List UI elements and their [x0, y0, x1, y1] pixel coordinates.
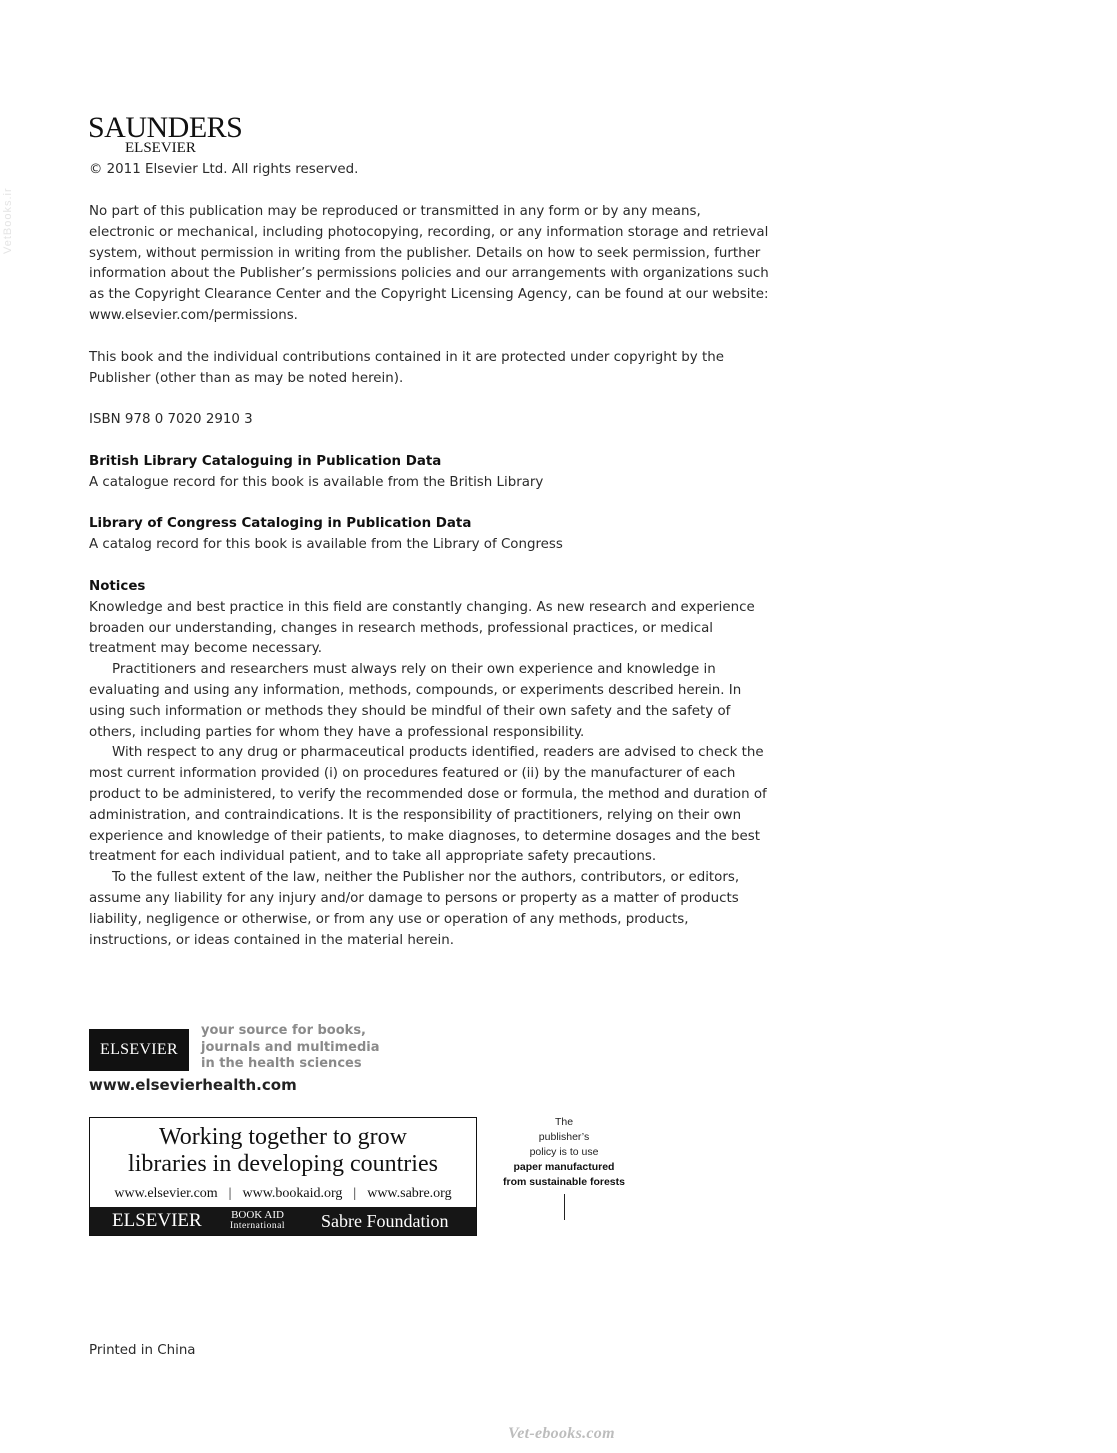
british-library-section — [89, 452, 769, 494]
elsevier-health-website: www.elsevierhealth.com — [89, 1076, 297, 1094]
loc-section — [89, 514, 769, 556]
bar-elsevier-logo: ELSEVIER — [112, 1210, 202, 1231]
bar-sabre-logo: Sabre Foundation — [321, 1210, 449, 1231]
notices-paragraph-4: To the fullest extent of the law, neither the Publisher nor the authors, contributors, or editors, assume any liability for any injury and/or damage to persons or property as a matter of products liability, negligence or otherwise, or from any use or operation of any methods, products, instructions, or ideas contained in the material herein. — [89, 870, 740, 948]
printed-in: Printed in China — [89, 1343, 196, 1358]
loc-text: A catalog record for this book is available from the Library of Congress — [89, 536, 563, 552]
forest-line-3: policy is to use — [529, 1146, 599, 1158]
notices-heading: Notices — [89, 579, 146, 594]
notices-paragraph-2: Practitioners and researchers must always rely on their own experience and knowledge in evaluating and using any information, methods, compounds, or experiments described herein. In using such information or methods they should be mindful of their own safety and the safety of others, including parties for whom they have a professional responsibility. — [89, 662, 742, 740]
forest-line-1: The — [554, 1116, 574, 1128]
bookaid-links: www.elsevier.com | www.bookaid.org | www.sabre.org — [114, 1186, 452, 1201]
british-library-text: A catalogue record for this book is available from the British Library — [89, 474, 544, 490]
permissions-paragraph: No part of this publication may be reproduced or transmitted in any form or by any means, electronic or mechanical, including photocopying, recording, or any information storage and retrieval system, without permission in writing from the publisher. Details on how to seek permission, further information about the Publisher’s permissions policies and our arrangements with organizations such as the Copyright Clearance Center and the Copyright Licensing Agency, can be found at our website: www.elsevier.com/permissions. — [89, 204, 769, 323]
notices-paragraph-3: With respect to any drug or pharmaceutical products identified, readers are advised to check the most current information provided (i) on procedures featured or (ii) by the manufacturer of each product to be administered, to verify the recommended dose or formula, the method and duration of administration, and contraindications. It is the responsibility of practitioners, relying on their own experience and knowledge of their patients, to make diagnoses, to determine dosages and the best treatment for each individual patient, and to take all appropriate safety precautions. — [89, 745, 767, 865]
side-watermark: VetBooks.ir — [2, 187, 14, 254]
saunders-logo: SAUNDERS — [88, 111, 243, 144]
bar-bookaid-line-1: BOOK AID — [231, 1209, 284, 1221]
bookaid-banner — [89, 1117, 477, 1236]
bar-bookaid-logo — [230, 1210, 285, 1232]
bar-bookaid-line-2: International — [230, 1221, 286, 1231]
copyright-line: © 2011 Elsevier Ltd. All rights reserved. — [89, 162, 359, 177]
bookaid-headline — [90, 1124, 476, 1178]
tagline-line: in the health sciences — [201, 1056, 362, 1071]
elsevier-logo: ELSEVIER — [89, 1029, 189, 1071]
notices-section — [89, 577, 769, 951]
protection-paragraph: This book and the individual contributions contained in it are protected under copyright by the Publisher (other than as may be noted herein). — [89, 350, 724, 386]
loc-heading: Library of Congress Cataloging in Publication Data — [89, 516, 472, 531]
bookaid-logo-bar — [90, 1207, 476, 1235]
bookaid-headline-line-1: Working together to grow — [158, 1124, 407, 1150]
forest-policy-divider — [564, 1194, 565, 1220]
bookaid-headline-line-2: libraries in developing countries — [128, 1151, 438, 1177]
elsevier-tagline — [201, 1023, 379, 1073]
tagline-line: journals and multimedia — [201, 1039, 380, 1055]
saunders-logo-sub: ELSEVIER — [125, 140, 196, 156]
british-library-heading: British Library Cataloguing in Publication Data — [89, 454, 442, 469]
tagline-line: your source for books, — [201, 1023, 366, 1038]
forest-line-4: paper manufactured — [513, 1161, 615, 1173]
notices-paragraph-1: Knowledge and best practice in this field are constantly changing. As new research and experience broaden our understanding, changes in research methods, professional practices, or medical treatment may become necessary. — [89, 599, 755, 657]
forest-policy — [500, 1115, 628, 1190]
footer-watermark: Vet-ebooks.com — [508, 1425, 615, 1442]
isbn: ISBN 978 0 7020 2910 3 — [89, 412, 253, 427]
forest-line-2: publisher’s — [538, 1131, 590, 1143]
forest-line-5: from sustainable forests — [503, 1176, 625, 1188]
